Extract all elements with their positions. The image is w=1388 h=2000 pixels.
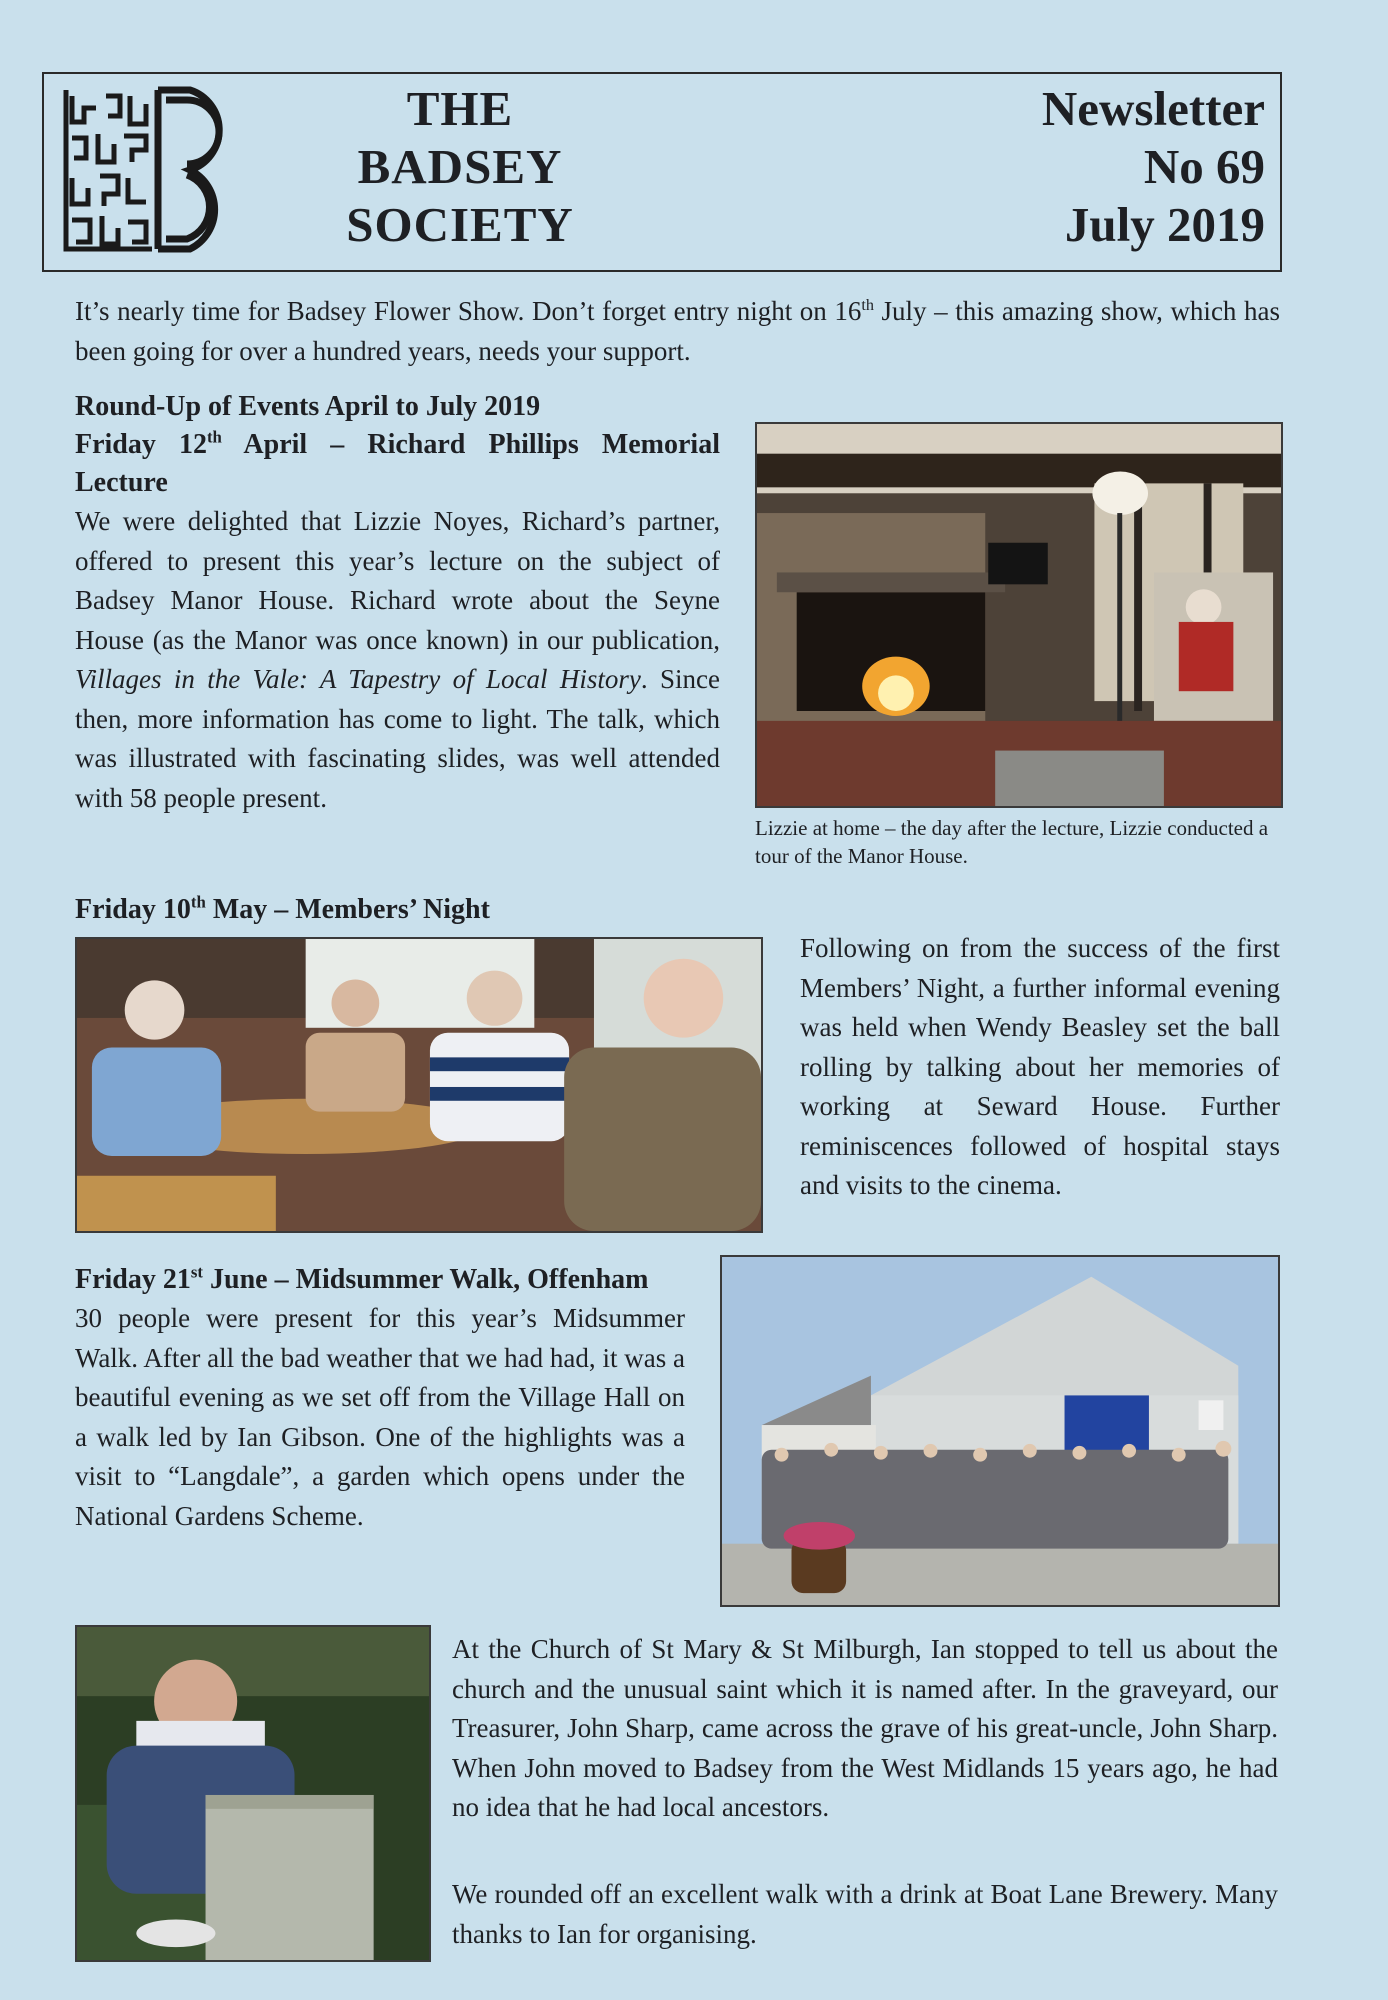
closing-paragraph: We rounded off an excellent walk with a drink at Boat Lane Brewery. Many thanks to Ian for organising. <box>452 1879 1278 1949</box>
intro-text-1: It’s nearly time for Badsey Flower Show. Don’t forget entry night on 16 <box>75 296 862 326</box>
event2-heading-pre: Friday 10 <box>75 894 191 925</box>
newsletter-label: Newsletter <box>1041 81 1265 136</box>
event3-heading-post: June – Midsummer Walk, Offenham <box>203 1264 649 1295</box>
publication-title: Villages in the Vale: A Tapestry of Local History <box>75 664 641 694</box>
event3-heading-pre: Friday 21 <box>75 1264 191 1295</box>
event3-heading-sup: st <box>190 1262 204 1282</box>
intro-sup: th <box>861 296 874 314</box>
badsey-society-logo <box>62 82 242 257</box>
lizzie-fireplace-photo <box>755 422 1283 808</box>
issue-date: July 2019 <box>1064 197 1265 252</box>
event2-heading <box>75 891 735 929</box>
event1-heading-sup: th <box>206 427 222 447</box>
society-name <box>320 80 600 254</box>
event3-section <box>75 1261 685 1536</box>
event2-paragraph: Following on from the success of the first Members’ Night, a further informal evening was held when Wendy Beasley set the ball rolling by talking about her memories of working at Seward House. Further reminiscences followed of hospital stays and visits to the cinema. <box>800 933 1280 1200</box>
event1-paragraph <box>75 502 720 818</box>
issue-number: No 69 <box>1143 139 1265 194</box>
event2-heading-sup: th <box>190 892 206 912</box>
roundup-title: Round-Up of Events April to July 2019 <box>75 391 541 422</box>
newsletter-info <box>960 80 1265 254</box>
event1-heading-post: April – Richard Phillips Memorial Lecture <box>75 429 720 498</box>
event1-text-pre: We were delighted that Lizzie Noyes, Richard’s partner, offered to present this year’s lecture on the subject of Badsey Manor House. Richard wrote about the Seyne House (as the Manor was once known) in our publication, <box>75 506 720 655</box>
lizzie-photo-caption: Lizzie at home – the day after the lecture, Lizzie conducted a tour of the Manor House. <box>755 816 1269 868</box>
event3-paragraph: 30 people were present for this year’s Midsummer Walk. After all the bad weather that we had had, it was a beautiful evening as we set off from the Village Hall on a walk led by Ian Gibson. One of the highlights was a visit to “Langdale”, a garden which opens under the National Gardens Scheme. <box>75 1303 685 1531</box>
society-name-line-2: BADSEY <box>357 139 563 194</box>
event1-text-post: . Since then, more information has come to light. The talk, which was illustrated with fascinating slides, was well attended with 58 people present. <box>75 664 720 813</box>
event3-heading <box>75 1261 685 1299</box>
village-hall-group-photo <box>720 1255 1280 1607</box>
church-paragraph: At the Church of St Mary & St Milburgh, Ian stopped to tell us about the church and the unusual saint which it is named after. In the graveyard, our Treasurer, John Sharp, came across the grave of his great-uncle, John Sharp. When John moved to Badsey from the West Midlands 15 years ago, he had no idea that he had local ancestors. <box>452 1634 1278 1822</box>
society-name-line-1: THE <box>406 81 514 136</box>
society-name-line-3: SOCIETY <box>346 197 574 252</box>
event2-heading-post: May – Members’ Night <box>205 894 490 925</box>
intro-paragraph <box>75 292 1280 371</box>
event1-heading <box>75 426 720 502</box>
graveyard-photo <box>75 1625 431 1962</box>
intro-text-2: July – this amazing show, which has been going for over a hundred years, needs your support. <box>75 296 1280 366</box>
event1-section <box>75 388 720 818</box>
members-night-photo <box>75 937 763 1233</box>
event1-heading-pre: Friday 12 <box>75 429 207 460</box>
